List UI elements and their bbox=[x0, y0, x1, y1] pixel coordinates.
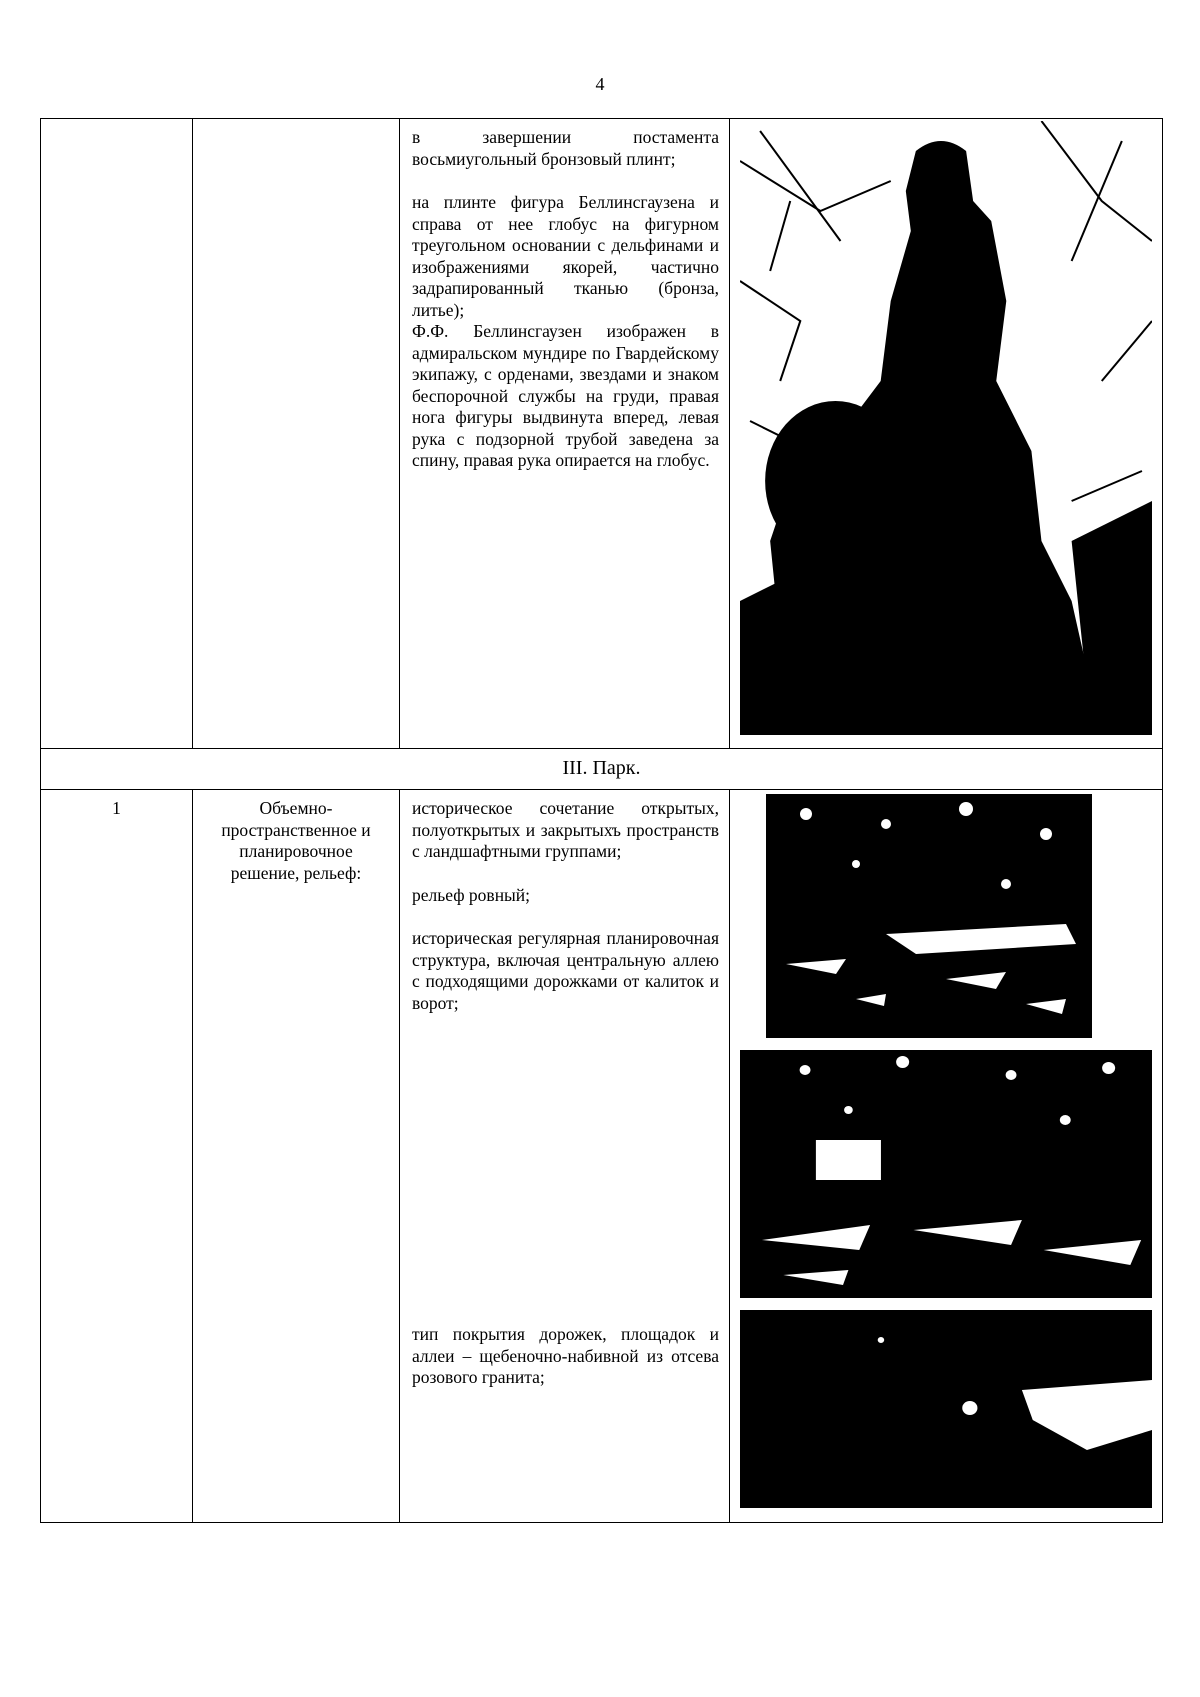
park-relief-text: рельеф ровный; bbox=[412, 884, 531, 905]
park-path-image bbox=[740, 1310, 1152, 1508]
number-cell bbox=[41, 119, 193, 749]
park-spaces-text: историческое сочетание открытых, полуоткрытых и закрытыхъ пространств с ландшафтными группами; bbox=[412, 798, 719, 861]
section-row bbox=[41, 749, 1163, 790]
park-description-cell bbox=[400, 790, 730, 1523]
row-name: Объемно-пространственное и планировочное решение, рельеф: bbox=[193, 790, 400, 1523]
description-cell bbox=[400, 119, 730, 749]
statue-silhouette-image bbox=[740, 121, 1152, 735]
park-photo-1 bbox=[766, 794, 1092, 1038]
park-alley-image bbox=[740, 1050, 1152, 1298]
park-structure-text: историческая регулярная планировочная структура, включая центральную аллею с подходящими дорожками от калиток и ворот; bbox=[412, 928, 719, 1013]
monument-table bbox=[40, 118, 1163, 1523]
name-cell bbox=[193, 119, 400, 749]
monument-photo bbox=[740, 121, 1152, 735]
park-photo-2 bbox=[740, 1050, 1152, 1298]
park-photos-cell bbox=[730, 790, 1163, 1523]
description-figure: на плинте фигура Беллинсгаузена и справа от нее глобус на фигурном треугольном основании с дельфинами и изображениями якорей, частично задрапированный тканью (бронза, литье); bbox=[412, 192, 719, 320]
photo-cell bbox=[730, 119, 1163, 749]
row-number: 1 bbox=[41, 790, 193, 1523]
description-uniform: Ф.Ф. Беллинсгаузен изображен в адмиральском мундире по Гвардейскому экипажу, с орденами, звездами и знаком беспорочной службы на груди, правая нога фигуры выдвинута вперед, левая рука с подзорной трубой заведена за спину, правая рука опирается на глобус. bbox=[412, 321, 719, 470]
park-paving-text: тип покрытия дорожек, площадок и аллеи – щебеночно-набивной из отсева розового гранита; bbox=[412, 1324, 719, 1387]
section-title: III. Парк. bbox=[41, 749, 1163, 790]
table-row bbox=[41, 119, 1163, 749]
page-number: 4 bbox=[595, 74, 605, 94]
description-plinth: в завершении постамента восьмиугольный бронзовый плинт; bbox=[412, 127, 719, 169]
park-trees-image bbox=[766, 794, 1092, 1038]
park-photo-3 bbox=[740, 1310, 1152, 1508]
table-row bbox=[41, 790, 1163, 1523]
